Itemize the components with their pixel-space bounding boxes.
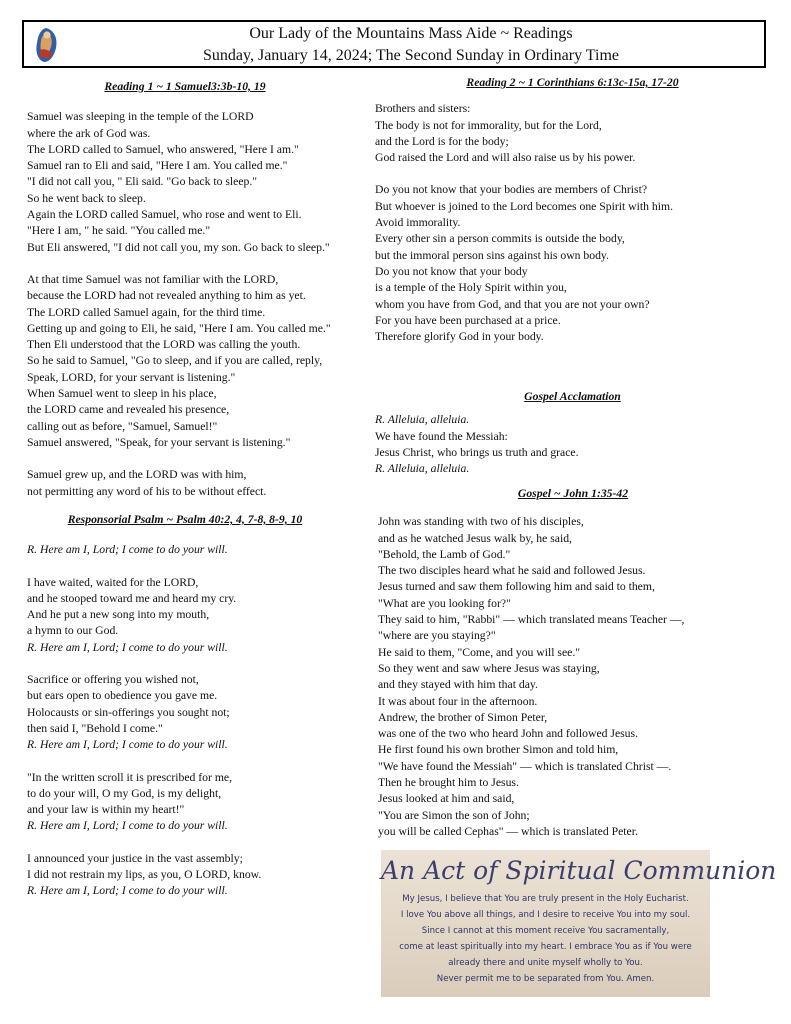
gospel-line: He said to them, "Come, and you will see."	[378, 645, 581, 659]
reading2-line: But whoever is joined to the Lord becomes one Spirit with him.	[375, 199, 673, 213]
card-line: come at least spiritually into my heart. I embrace You as if You were	[399, 942, 692, 952]
reading2-line: Avoid immorality.	[375, 216, 461, 230]
gospel-line: The two disciples heard what he said and followed Jesus.	[378, 564, 646, 578]
reading2-line: For you have been purchased at a price.	[375, 313, 561, 327]
reading1-line: not permitting any word of his to be without effect.	[27, 484, 267, 498]
acclamation-response: R. Alleluia, alleluia.	[375, 462, 470, 476]
card-line: already there and unite myself wholly to You.	[448, 958, 643, 968]
gospel-line: you will be called Cephas" — which is translated Peter.	[378, 824, 638, 838]
acclamation-heading: Gospel Acclamation	[524, 390, 621, 403]
gospel-line: So they went and saw where Jesus was staying,	[378, 661, 600, 675]
reading1-line: Samuel answered, "Speak, for your servant is listening."	[27, 435, 291, 449]
reading2-line: but the immoral person sins against his own body.	[375, 248, 609, 262]
reading2-line: The body is not for immorality, but for the Lord,	[375, 118, 602, 132]
gospel-line: Andrew, the brother of Simon Peter,	[378, 710, 548, 724]
gospel-line: It was about four in the afternoon.	[378, 694, 538, 708]
psalm-heading: Responsorial Psalm ~ Psalm 40:2, 4, 7-8, 8-9, 10	[67, 513, 303, 526]
reading2-line: Every other sin a person commits is outside the body,	[375, 232, 625, 246]
reading1-line: So he said to Samuel, "Go to sleep, and if you are called, reply,	[27, 354, 323, 368]
stanza-gap	[27, 835, 343, 851]
reading2-line: Do you not know that your body	[375, 264, 528, 278]
gospel-line: "What are you looking for?"	[378, 596, 511, 610]
gospel-line: "You are Simon the son of John;	[378, 808, 530, 822]
psalm-line: Holocausts or sin-offerings you sought not;	[27, 705, 230, 719]
reading1-line: Samuel grew up, and the LORD was with him,	[27, 468, 247, 482]
gospel-line: He first found his own brother Simon and told him,	[378, 743, 619, 757]
gospel-line: "where are you staying?"	[378, 629, 496, 643]
card-line: Since I cannot at this moment receive You sacramentally,	[421, 926, 670, 936]
gospel-line: Jesus turned and saw them following him and said to them,	[378, 580, 655, 594]
right-column	[375, 75, 770, 345]
psalm-response: R. Here am I, Lord; I come to do your will.	[27, 884, 228, 898]
psalm-line: and your law is within my heart!"	[27, 803, 185, 817]
stanza-gap	[27, 656, 343, 672]
gospel-text	[378, 514, 768, 840]
psalm-response: R. Here am I, Lord; I come to do your will.	[27, 640, 228, 654]
reading2-text	[375, 101, 770, 345]
reading1-line: At that time Samuel was not familiar with the LORD,	[27, 272, 279, 286]
gospel-line: Then he brought him to Jesus.	[378, 776, 519, 790]
reading1-heading: Reading 1 ~ 1 Samuel3:3b-10, 19	[104, 80, 266, 93]
psalm-line: and he stooped toward me and heard my cry.	[27, 591, 237, 605]
reading1-line: But Eli answered, "I did not call you, my son. Go back to sleep."	[27, 240, 330, 254]
reading1-line: When Samuel went to sleep in his place,	[27, 387, 217, 401]
psalm-line: Sacrifice or offering you wished not,	[27, 673, 199, 687]
reading2-line: God raised the Lord and will also raise us by his power.	[375, 151, 636, 165]
page-header	[22, 20, 766, 68]
gospel-line: They said to him, "Rabbi" — which translated means Teacher —,	[378, 613, 685, 627]
gospel-line: was one of the two who heard John and followed Jesus.	[378, 727, 638, 741]
reading1-line: "Here I am, " he said. "You called me."	[27, 224, 211, 238]
reading2-line: and the Lord is for the body;	[375, 134, 509, 148]
reading2-line: is a temple of the Holy Spirit within you,	[375, 281, 567, 295]
reading1-line: Speak, LORD, for your servant is listening."	[27, 370, 236, 384]
gospel-line: and they stayed with him that day.	[378, 678, 538, 692]
reading1-line: Samuel ran to Eli and said, "Here I am. You called me."	[27, 159, 288, 173]
gospel-line: Jesus looked at him and said,	[378, 792, 515, 806]
psalm-response: R. Here am I, Lord; I come to do your will.	[27, 819, 228, 833]
reading1-line: the LORD came and revealed his presence,	[27, 403, 230, 417]
reading1-line	[27, 451, 343, 467]
psalm-line: I have waited, waited for the LORD,	[27, 575, 199, 589]
gospel-line: "Behold, the Lamb of God."	[378, 547, 511, 561]
acclamation-line: Jesus Christ, who brings us truth and grace.	[375, 445, 579, 459]
psalm-line: I announced your justice in the vast assembly;	[27, 851, 243, 865]
reading1-line: where the ark of God was.	[27, 126, 151, 140]
reading1-text	[27, 109, 343, 500]
psalm-line: a hymn to our God.	[27, 624, 119, 638]
gospel-line: "We have found the Messiah" — which is translated Christ —.	[378, 759, 672, 773]
reading1-line: So he went back to sleep.	[27, 191, 146, 205]
psalm-line: I did not restrain my lips, as you, O LORD, know.	[27, 868, 262, 882]
reading2-heading: Reading 2 ~ 1 Corinthians 6:13c-15a, 17-20	[466, 76, 679, 89]
reading2-line: Therefore glorify God in your body.	[375, 330, 544, 344]
psalm-section	[27, 512, 343, 900]
psalm-line: And he put a new song into my mouth,	[27, 608, 210, 622]
header-title: Our Lady of the Mountains Mass Aide ~ Readings	[249, 25, 573, 42]
reading2-line: Brothers and sisters:	[375, 102, 471, 116]
reading1-line: "I did not call you, " Eli said. "Go back to sleep."	[27, 175, 258, 189]
acclamation-section	[375, 389, 770, 477]
reading1-line	[27, 256, 343, 272]
card-line: I love You above all things, and I desire to receive You into my soul.	[400, 910, 691, 920]
left-column	[27, 79, 343, 500]
stanza-gap	[27, 559, 343, 575]
header-subtitle: Sunday, January 14, 2024; The Second Sunday in Ordinary Time	[203, 47, 619, 64]
reading1-line: Then Eli understood that the LORD was calling the youth.	[27, 338, 301, 352]
gospel-section	[378, 486, 768, 840]
acclamation-line: We have found the Messiah:	[375, 429, 508, 443]
reading2-line: whom you have from God, and that you are not your own?	[375, 297, 650, 311]
card-title: An Act of Spiritual Communion	[381, 856, 777, 885]
reading2-line	[375, 166, 770, 182]
card-line: My Jesus, I believe that You are truly present in the Holy Eucharist.	[402, 894, 689, 904]
psalm-line: "In the written scroll it is prescribed for me,	[27, 770, 233, 784]
psalm-response: R. Here am I, Lord; I come to do your will.	[27, 738, 228, 752]
gospel-heading: Gospel ~ John 1:35-42	[517, 487, 629, 500]
card-line: Never permit me to be separated from You. Amen.	[436, 974, 655, 984]
psalm-line: then said I, "Behold I come."	[27, 721, 163, 735]
gospel-line: John was standing with two of his disciples,	[378, 515, 584, 529]
stanza-gap	[27, 754, 343, 770]
psalm-text	[27, 559, 343, 900]
reading1-line: The LORD called Samuel again, for the third time.	[27, 305, 266, 319]
psalm-line: to do your will, O my God, is my delight,	[27, 786, 222, 800]
reading1-line: because the LORD had not revealed anything to him as yet.	[27, 289, 306, 303]
reading1-line: Samuel was sleeping in the temple of the LORD	[27, 110, 254, 124]
reading1-line: Again the LORD called Samuel, who rose and went to Eli.	[27, 208, 302, 222]
madonna-logo-icon	[32, 26, 60, 64]
acclamation-response: R. Alleluia, alleluia.	[375, 413, 470, 427]
reading1-line: calling out as before, "Samuel, Samuel!"	[27, 419, 218, 433]
spiritual-communion-card	[381, 850, 777, 997]
reading2-line: Do you not know that your bodies are members of Christ?	[375, 183, 648, 197]
gospel-line: and as he watched Jesus walk by, he said,	[378, 531, 572, 545]
reading1-line: Getting up and going to Eli, he said, "Here I am. You called me."	[27, 321, 331, 335]
reading1-line: The LORD called to Samuel, who answered, "Here I am."	[27, 142, 299, 156]
psalm-response: R. Here am I, Lord; I come to do your will.	[27, 543, 228, 557]
psalm-line: but ears open to obedience you gave me.	[27, 689, 218, 703]
